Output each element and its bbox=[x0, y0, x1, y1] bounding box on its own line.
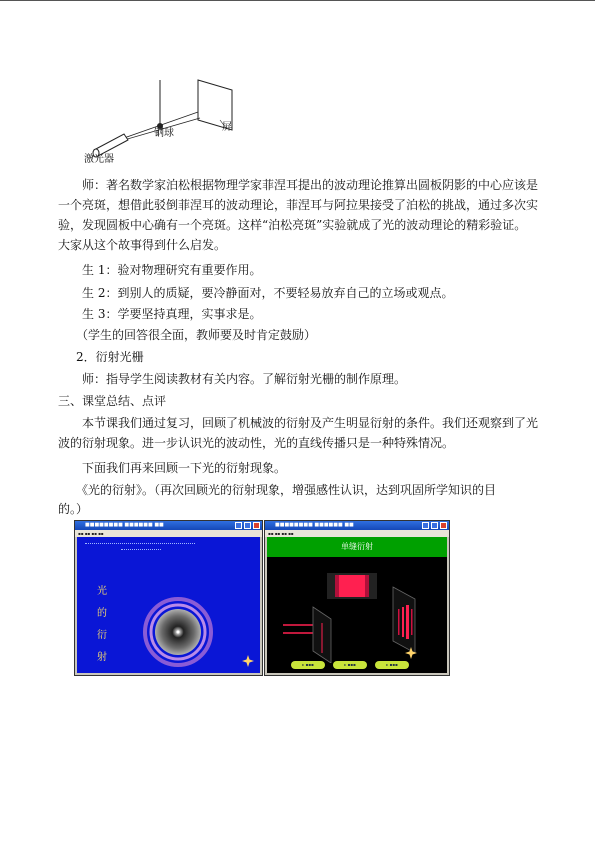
student-1-answer: 生 1：验对物理研究有重要作用。 bbox=[82, 263, 262, 277]
vertical-title-char-2: 的 bbox=[97, 608, 107, 619]
label-ball: 钢球 bbox=[154, 128, 174, 139]
vertical-title-char-3: 衍 bbox=[97, 630, 107, 641]
close-icon bbox=[440, 522, 447, 529]
single-slit-diagram bbox=[275, 563, 445, 663]
review-intro: 下面我们再来回顾一下光的衍射现象。 bbox=[82, 461, 287, 475]
teacher-note: （学生的回答很全面，教师要及时肯定鼓励） bbox=[76, 328, 317, 342]
screenshot-left-window bbox=[74, 520, 263, 676]
minimize-icon bbox=[235, 522, 242, 529]
control-button-3: ▸ ▪▪▪ bbox=[375, 661, 409, 669]
student-2-answer: 生 2：到别人的质疑，要冷静面对，不要轻易放弃自己的立场或观点。 bbox=[82, 286, 454, 300]
teacher-grating-instruction: 师：指导学生阅读教材有关内容。了解衍射光栅的制作原理。 bbox=[82, 372, 407, 386]
star-decoration-icon bbox=[242, 655, 254, 667]
review-resource-line: 《光的衍射》。（再次回顾光的衍射现象，增强感性认识，达到巩固所学知识的目 bbox=[76, 483, 497, 497]
control-button-1: ▸ ▪▪▪ bbox=[291, 661, 325, 669]
single-slit-heading: 单缝衍射 bbox=[341, 542, 373, 551]
vertical-title-char-1: 光 bbox=[97, 586, 107, 597]
summary-paragraph: 本节课我们通过复习，回顾了机械波的衍射及产生明显衍射的条件。我们还观察到了光波的衍射现象。进一步认识光的波动性，光的直线传播只是一种特殊情况。 bbox=[58, 416, 539, 450]
control-button-2: ▸ ▪▪▪ bbox=[333, 661, 367, 669]
section-heading-grating: 2．衍射光栅 bbox=[76, 350, 144, 364]
maximize-icon bbox=[431, 522, 438, 529]
right-window-menubar: ▪▪ ▪▪ ▪▪ ▪▪ bbox=[265, 530, 449, 537]
star-decoration-icon bbox=[405, 647, 417, 659]
label-laser: 激光器 bbox=[84, 154, 114, 165]
maximize-icon bbox=[244, 522, 251, 529]
right-window-titlebar: ■■■■■■■■ ■■■■■■ ■■ bbox=[265, 521, 449, 530]
right-window-content bbox=[267, 537, 447, 673]
student-3-answer: 生 3：学要坚持真理，实事求是。 bbox=[82, 307, 262, 321]
left-window-content bbox=[77, 537, 260, 673]
close-icon bbox=[253, 522, 260, 529]
left-window-menubar: ▪▪ ▪▪ ▪▪ ▪▪ bbox=[75, 530, 262, 537]
minimize-icon bbox=[422, 522, 429, 529]
teacher-paragraph-poisson: 师：著名数学家泊松根据物理学家菲涅耳提出的波动理论推算出圆板阴影的中心应该是一个亮斑，想借此驳倒菲涅耳的波动理论，菲涅耳与阿拉果接受了泊松的挑战，通过多次实验，发现圆板中心确有一个亮斑。这样“泊松亮斑”实验就成了光的波动理论的精彩验证。大家从这个故事得到什么启发。 bbox=[58, 178, 539, 252]
left-window-titlebar: ■■■■■■■■ ■■■■■■ ■■ bbox=[75, 521, 262, 530]
section-heading-summary: 三、课堂总结、点评 bbox=[58, 394, 167, 408]
review-resource-line-end: 的。） bbox=[58, 502, 89, 516]
label-screen: 屏 bbox=[222, 122, 232, 133]
diffraction-ring-pattern bbox=[143, 597, 213, 667]
vertical-title-char-4: 射 bbox=[97, 652, 107, 663]
page-top-rule bbox=[0, 0, 595, 1]
screenshot-right-window bbox=[264, 520, 450, 676]
